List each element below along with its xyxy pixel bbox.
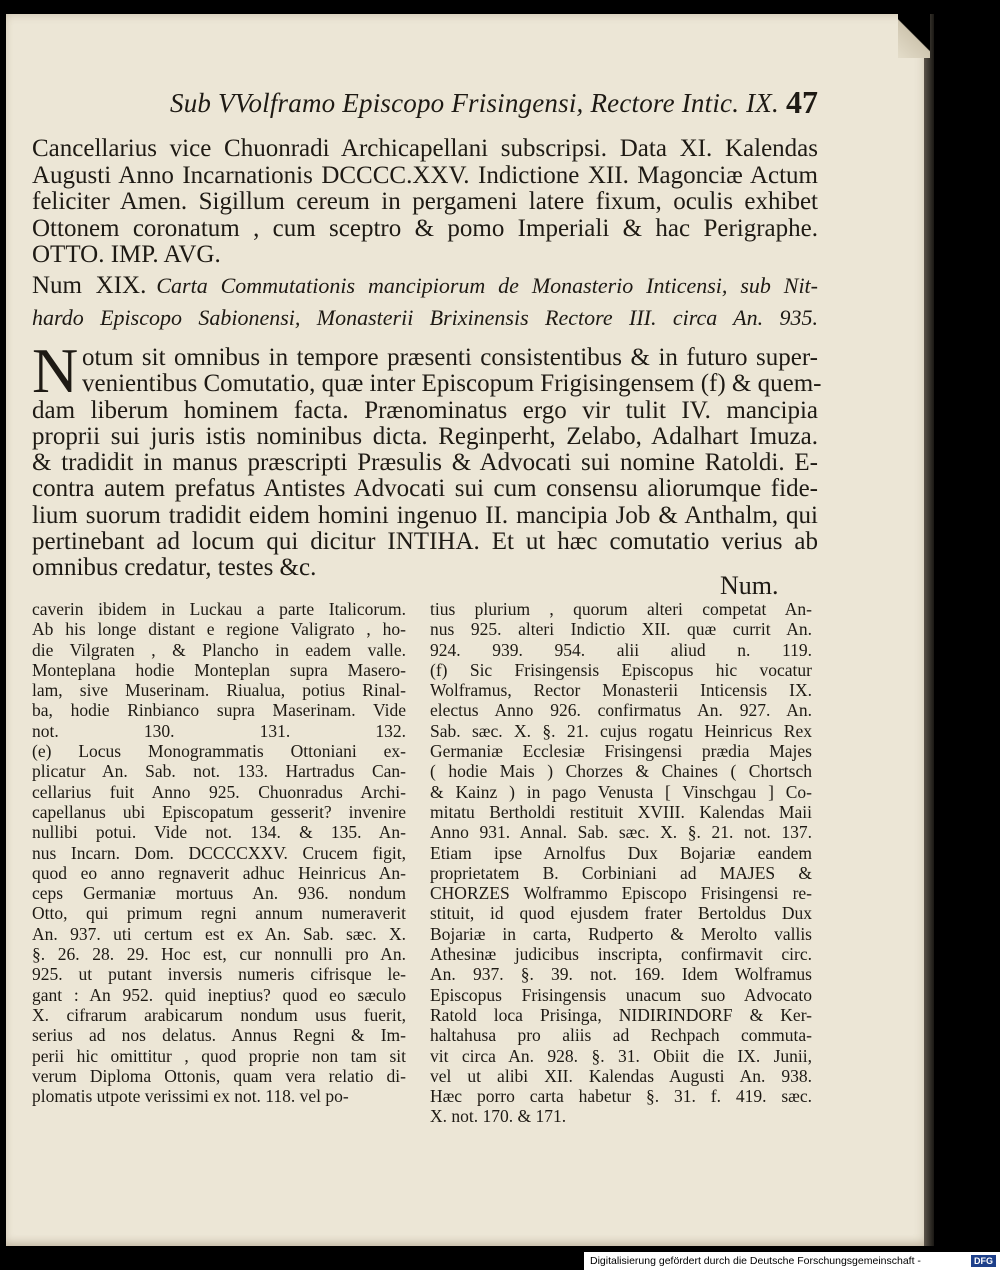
text-line: contra autem prefatus Antistes Advocati sui cum consensu aliorumque fide- <box>32 475 818 503</box>
footnote-line: caverin ibidem in Luckau a parte Italicorum. <box>32 599 406 619</box>
footnote-line: 925. ut putant inversis numeris cifrisque le- <box>32 964 406 985</box>
footnote-line: ( hodie Mais ) Chorzes & Chaines ( Chortsch <box>430 761 812 782</box>
footnote-line: X. cifrarum arabicarum nondum usus fuerit, <box>32 1004 406 1025</box>
footnote-line: stituit, id quod ejusdem frater Bertoldus Dux <box>430 903 812 924</box>
footnote-line: Sab. sæc. X. §. 21. cujus rogatu Heinricus Rex <box>430 720 812 741</box>
footnote-line: Germaniæ Ecclesiæ Frisingensi prædia Majes <box>430 741 812 762</box>
page-edge-shadow <box>924 14 934 1246</box>
footnote-line: An. 937. §. 39. not. 169. Idem Wolframus <box>430 964 812 985</box>
heading-line <box>32 270 818 302</box>
text-line: dam liberum hominem facta. Prænominatus ergo vir tulit IV. mancipia <box>32 396 818 424</box>
footnote-line: Otto, qui primum regni annum numeraverit <box>32 903 406 924</box>
footnote-line: plicatur An. Sab. not. 133. Hartradus Can- <box>32 761 406 782</box>
footnote-line: capellanus ubi Episcopatum gesserit? invenire <box>32 801 406 822</box>
footnote-line: proprietatem B. Corbiniani ad MAJES & <box>430 862 812 883</box>
footnote-line: ba, hodie Rinbianco supra Maserinam. Vide <box>32 700 406 721</box>
dfg-logo: DFG <box>971 1255 996 1267</box>
footnote-line: verum Diploma Ottonis, quam vera relatio di- <box>32 1065 406 1086</box>
footnote-line: Wolframus, Rector Monasterii Inticensis IX. <box>430 680 812 701</box>
charter-title: Carta Commutationis mancipiorum de Monasterio Inticensi, sub Nit- <box>156 273 818 298</box>
funding-credit: Digitalisierung gefördert durch die Deutsche Forschungsgemeinschaft - <box>590 1255 921 1267</box>
footnote-line: Hæc porro carta habetur §. 31. f. 419. sæc. <box>430 1086 812 1107</box>
text-line: Cancellarius vice Chuonradi Archicapellani subscripsi. Data XI. Kalendas <box>32 135 818 162</box>
text-line: Augusti Anno Incarnationis DCCCC.XXV. Indictione XII. Magonciæ Actum <box>32 161 818 189</box>
drop-capital: N <box>32 335 79 406</box>
footnote-line: Monteplana hodie Monteplan supra Masero- <box>32 659 406 680</box>
footnote-line: haltahusa pro aliis ad Rechpach commuta- <box>430 1025 812 1046</box>
footnote-line: tius plurium , quorum alteri competat An- <box>430 599 812 619</box>
page-number: 47 <box>786 84 818 120</box>
footnotes-right-column <box>430 599 812 1127</box>
footnote-line: Episcopus Frisingensis unacum suo Advocato <box>430 984 812 1005</box>
folded-corner <box>898 14 930 58</box>
text-line: OTTO. IMP. AVG. <box>32 241 221 268</box>
footnote-line: serius ad nos delatus. Annus Regni & Im- <box>32 1025 406 1046</box>
footnote-line: quod eo anno regnaverit adhuc Heinricus An- <box>32 862 406 883</box>
footnote-line: die Vilgraten , & Plancho in eadem valle. <box>32 639 406 660</box>
footnote-line: (f) Sic Frisingensis Episcopus hic vocatur <box>430 659 812 680</box>
text-line: feliciter Amen. Sigillum cereum in pergameni latere fixum, oculis exhibet <box>32 188 818 215</box>
charter-title-cont: hardo Episcopo Sabionensi, Monasterii Brixinensis Rectore III. circa An. 935. <box>32 305 818 330</box>
footnote-line: gant : An 952. quid ineptius? quod eo sæculo <box>32 984 406 1005</box>
main-text <box>32 136 818 269</box>
text-line: venientibus Comutatio, quæ inter Episcopum Frigisingensem (f) & quem- <box>82 370 822 398</box>
footnote-line: nus Incarn. Dom. DCCCCXXV. Crucem figit, <box>32 842 406 863</box>
footnote-line: Ab his longe distant e regione Valigrato , ho- <box>32 619 406 640</box>
text-line: & tradidit in manus præscripti Præsulis & Advocati sui nomine Ratoldi. E- <box>32 449 818 477</box>
charter-number: Num XIX. <box>32 272 147 299</box>
text-line: Ottonem coronatum , cum sceptro & pomo Imperiali & hac Perigraphe. <box>32 214 818 242</box>
digitization-footer <box>584 1252 1000 1270</box>
footnote-line: 924. 939. 954. alii aliud n. 119. <box>430 639 812 660</box>
footnote-line: plomatis utpote verissimi ex not. 118. vel po- <box>32 1086 349 1107</box>
charter-heading <box>32 270 818 334</box>
footnote-line: electus Anno 926. confirmatus An. 927. An. <box>430 700 812 721</box>
footnote-line: §. 26. 28. 29. Hoc est, cur nonnulli pro An. <box>32 944 406 965</box>
footnote-line: Athesinæ judicibus inscripta, confirmavit circ. <box>430 944 812 965</box>
text-line: otum sit omnibus in tempore præsenti consistentibus & in futuro super- <box>82 344 818 371</box>
footnote-line: Etiam ipse Arnolfus Dux Bojariæ eandem <box>430 842 812 863</box>
footnote-line: nus 925. alteri Indictio XII. quæ currit An. <box>430 619 812 640</box>
text-line: proprii sui juris istis nominibus dicta. Reginperht, Zelabo, Adalhart Imuza. <box>32 422 818 450</box>
footnote-line: nullibi potui. Vide not. 134. & 135. An- <box>32 822 406 843</box>
footnote-line: X. not. 170. & 171. <box>430 1106 567 1127</box>
footnote-line: perii hic omittitur , quod proprie non tam sit <box>32 1045 406 1066</box>
running-head: Sub VVolframo Episcopo Frisingensi, Rectore Intic. IX. <box>170 88 779 118</box>
catchword: Num. <box>720 571 779 600</box>
footnote-line: vel ut alibi XII. Kalendas Augusti An. 938. <box>430 1065 812 1086</box>
charter-body <box>32 344 822 582</box>
footnote-line: mitatu Bertholdi restituit XVIII. Kalendas Maii <box>430 801 812 822</box>
footnote-line: vit circa An. 928. §. 31. Obiit die IX. Junii, <box>430 1045 812 1066</box>
footnote-line: An. 937. uti certum est ex An. Sab. sæc. X. <box>32 923 406 944</box>
footnote-line: ceps Germaniæ mortuus An. 936. nondum <box>32 883 406 904</box>
footnote-line: cellarius fuit Anno 925. Chuonradus Archi- <box>32 781 406 802</box>
footnote-line: Ratold loca Prisinga, NIDIRINDORF & Ker- <box>430 1004 812 1025</box>
footnote-line: not. 130. 131. 132. <box>32 720 406 741</box>
footnote-line: lam, sive Muserinam. Riualua, potius Rinal- <box>32 680 406 701</box>
footnotes-left-column <box>32 599 406 1106</box>
footnote-line: (e) Locus Monogrammatis Ottoniani ex- <box>32 741 406 762</box>
footnote-line: Bojariæ in carta, Rudperto & Merolto vallis <box>430 923 812 944</box>
footnote-line: & Kainz ) in pago Venusta [ Vinschgau ] Co- <box>430 781 812 802</box>
text-line: pertinebant ad locum qui dicitur INTIHA. Et ut hæc comutatio verius ab <box>32 528 818 556</box>
footnote-line: CHORZES Wolframmo Episcopo Frisingensi re- <box>430 883 812 904</box>
text-line: lium suorum tradidit eidem homini ingenuo II. mancipia Job & Anthalm, qui <box>32 501 818 529</box>
footnote-line: Anno 931. Annal. Sab. sæc. X. §. 21. not. 137. <box>430 822 812 843</box>
heading-line <box>32 302 818 334</box>
text-line: omnibus credatur, testes &c. <box>32 554 317 582</box>
